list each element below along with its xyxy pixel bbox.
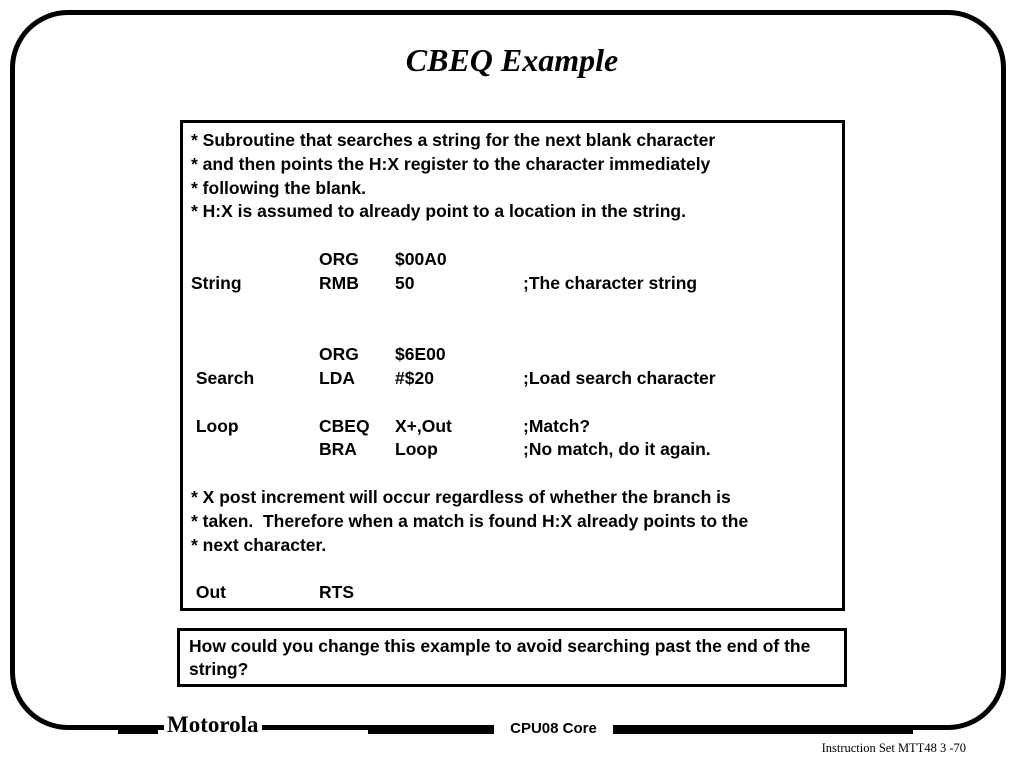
- code-opcode: RMB: [319, 272, 359, 293]
- code-operand: #$20: [395, 368, 434, 388]
- code-opcode: RTS: [319, 582, 354, 603]
- question-box: How could you change this example to avoid searching past the end of the string?: [177, 628, 847, 687]
- footer-course-label: CPU08 Core: [494, 718, 613, 740]
- footer-rule-left: [118, 728, 158, 734]
- code-comment: ;The character string: [523, 272, 698, 293]
- code-label: Loop: [191, 415, 239, 436]
- motorola-logo: Motorola: [164, 710, 262, 740]
- code-label: Search: [191, 368, 255, 388]
- code-label: * X post increment will occur regardless of whether the branch is: [191, 487, 731, 507]
- code-opcode: ORG: [319, 249, 359, 269]
- code-label: * taken. Therefore when a match is found H:X already points to the: [191, 510, 749, 531]
- code-comment: ;Load search character: [523, 368, 716, 388]
- code-label: String: [191, 272, 242, 293]
- footer-rule-middle-right: [613, 728, 913, 734]
- code-label: * following the blank.: [191, 177, 366, 198]
- code-operand: 50: [395, 272, 415, 293]
- code-listing-box: [180, 120, 845, 611]
- code-operand: Loop: [395, 439, 438, 460]
- code-comment: ;Match?: [523, 415, 591, 436]
- code-label: * H:X is assumed to already point to a location in the string.: [191, 201, 686, 222]
- code-label: * Subroutine that searches a string for the next blank character: [191, 130, 716, 150]
- code-opcode: ORG: [319, 344, 359, 365]
- code-opcode: BRA: [319, 439, 357, 460]
- code-label: * next character.: [191, 534, 327, 555]
- code-opcode: LDA: [319, 368, 355, 388]
- footer-page-info: Instruction Set MTT48 3 -70: [821, 741, 966, 755]
- code-comment: ;No match, do it again.: [523, 439, 711, 460]
- code-operand: $6E00: [395, 344, 446, 365]
- slide-title: CBEQ Example: [405, 42, 619, 78]
- code-label: Out: [191, 582, 226, 603]
- code-operand: X+,Out: [395, 415, 452, 436]
- code-opcode: CBEQ: [319, 415, 370, 436]
- code-operand: $00A0: [395, 249, 447, 269]
- footer-rule-middle-left: [368, 728, 494, 734]
- code-label: * and then points the H:X register to the character immediately: [191, 153, 711, 174]
